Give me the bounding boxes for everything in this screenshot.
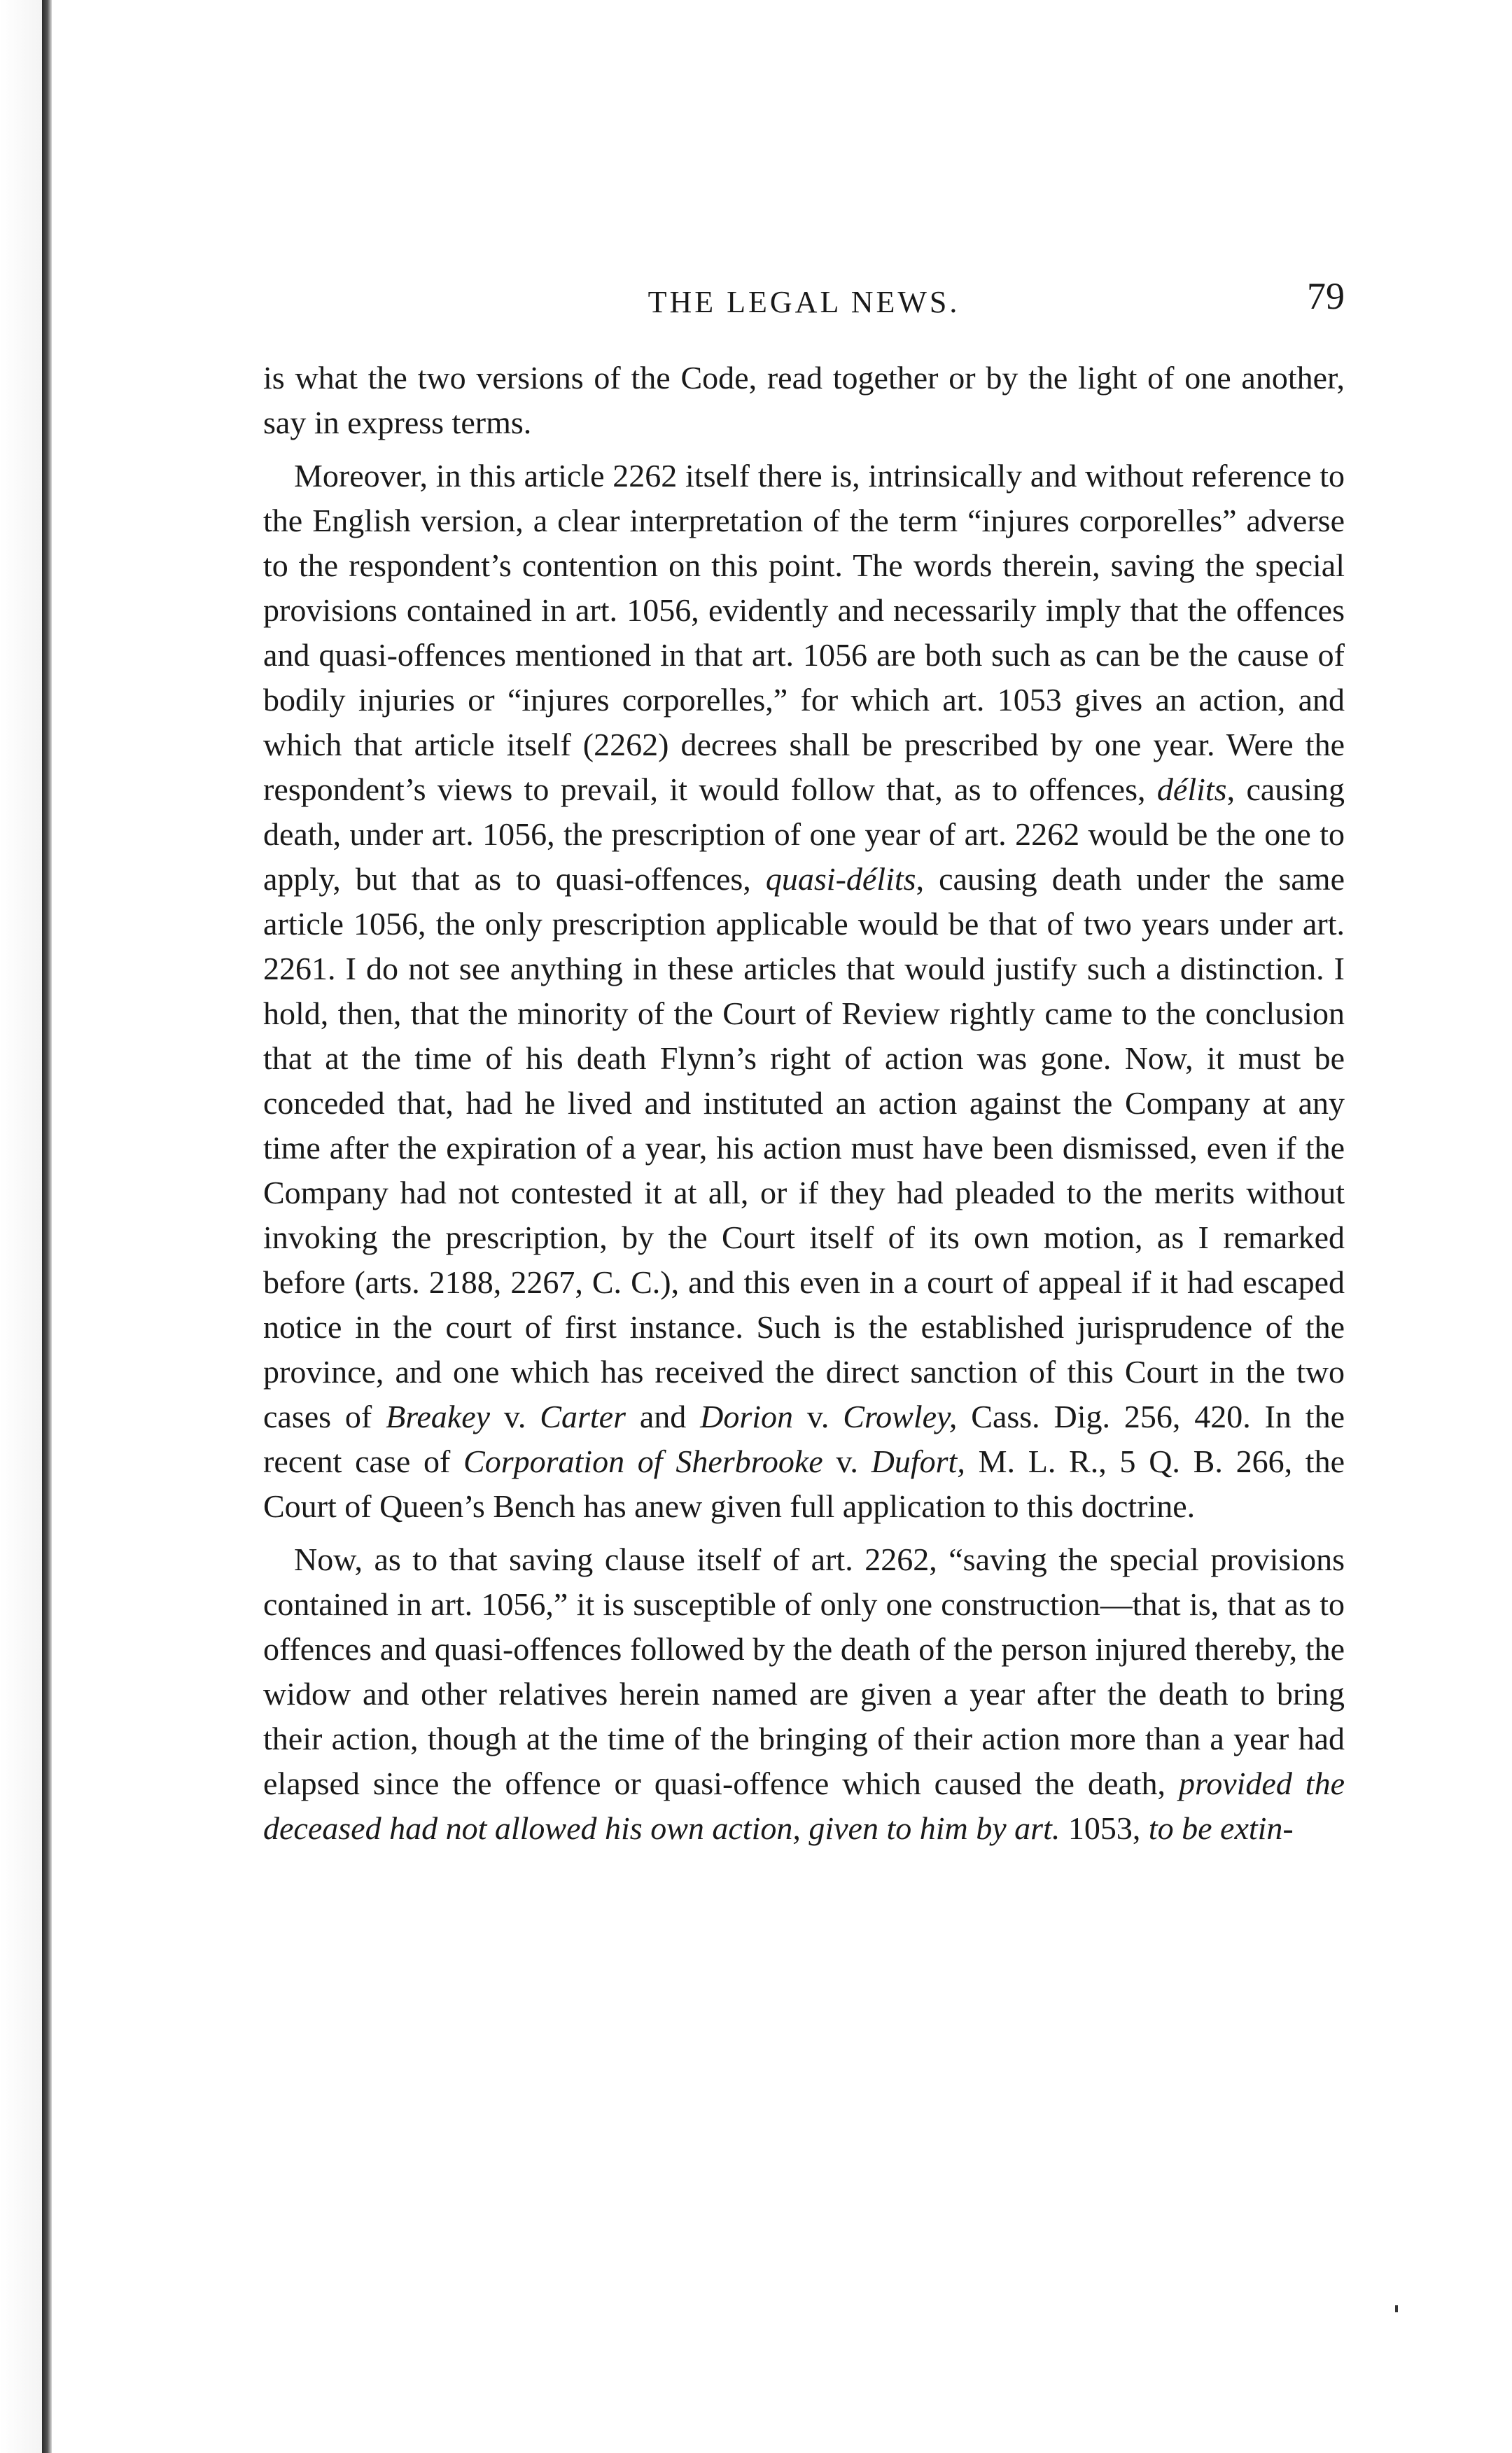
and-text: and xyxy=(625,1399,701,1434)
page-number: 79 xyxy=(1307,275,1345,317)
paragraph-2-text-d: Cass. Dig. 256, 420. In the recent case of xyxy=(263,1399,1345,1479)
paragraph-2-text-b: , causing death, under art. 1056, the prescription of one year of art. 2262 would be the one to apply, but that as to quasi-offences, xyxy=(263,771,1345,897)
italic-quasi-delits: quasi-délits xyxy=(765,861,916,897)
versus: v. xyxy=(822,1444,872,1479)
versus: v. xyxy=(490,1399,540,1434)
case-name-crowley: Crowley, xyxy=(843,1399,958,1434)
italic-to-be-extin: to be extin- xyxy=(1148,1810,1294,1846)
case-name-dorion: Dorion xyxy=(700,1399,794,1434)
paragraph-1: is what the two versions of the Code, read together or by the light of one another, say in express terms. xyxy=(263,360,1345,440)
paragraph-2-text-c: , causing death under the same article 1056, the only prescription applicable would be that of two years under art. 2261. I do not see anything in these articles that would justify such a distinction. I hold, then, that the minority of the Court of Review rightly came to the conclusion that at the time of his death Flynn’s right of action was gone. Now, it must be conceded that, had he lived and instituted an action against the Company at any time after the expiration of a year, his action must have been dismissed, even if the Company had not contested it at all, or if they had pleaded to the merits without invoking the prescription, by the Court itself of its own motion, as I remarked before (arts. 2188, 2267, C. C.), and this even in a court of appeal if it had escaped notice in the court of first instance. Such is the established jurisprudence of the province, and one which has received the direct sanction of this Court in the two cases of xyxy=(263,861,1345,1434)
case-name-dufort: Dufort, xyxy=(871,1444,965,1479)
running-title: THE LEGAL NEWS. xyxy=(648,285,960,319)
versus: v. xyxy=(793,1399,844,1434)
case-name-corporation-of-sherbrooke: Corporation of Sherbrooke xyxy=(463,1444,823,1479)
page-content xyxy=(263,274,1345,1859)
running-head xyxy=(263,274,1345,336)
paragraph-2-text-a: Moreover, in this article 2262 itself there is, intrinsically and without reference to the English version, a clear interpretation of the term “injures corporelles” adverse to the respondent’s contention on this point. The words therein, saving the special provisions contained in art. 1056, evidently and necessarily imply that the offences and quasi-offences mentioned in that art. 1056 are both such as can be the cause of bodily injuries or “injures corporelles,” for which art. 1053 gives an action, and which that article itself (2262) decrees shall be prescribed by one year. Were the respondent’s views to prevail, it would follow that, as to offences, xyxy=(263,458,1345,807)
paragraph-3-text-b: 1053, xyxy=(1060,1810,1149,1846)
stray-ink-mark xyxy=(1395,2305,1398,2312)
paragraph-3 xyxy=(263,1537,1345,1851)
paragraph-2 xyxy=(263,454,1345,1529)
italic-proviso: provided the deceased had not allowed his own action, given to him by art. xyxy=(263,1766,1345,1846)
binding-shadow xyxy=(0,0,42,2453)
case-name-carter: Carter xyxy=(540,1399,626,1434)
paragraph-2-text-e: M. L. R., 5 Q. B. 266, the Court of Queen’s Bench has anew given full application to this doctrine. xyxy=(263,1444,1345,1524)
paragraph-3-text-a: Now, as to that saving clause itself of art. 2262, “saving the special provisions contained in art. 1056,” it is susceptible of only one construction—that is, that as to offences and quasi-offences followed by the death of the person injured thereby, the widow and other relatives herein named are given a year after the death to bring their action, though at the time of the bringing of their action more than a year had elapsed since the offence or quasi-offence which caused the death, xyxy=(263,1542,1345,1801)
case-name-breakey: Breakey xyxy=(386,1399,491,1434)
italic-delits: délits xyxy=(1156,771,1227,807)
page-binding-edge xyxy=(42,0,52,2453)
